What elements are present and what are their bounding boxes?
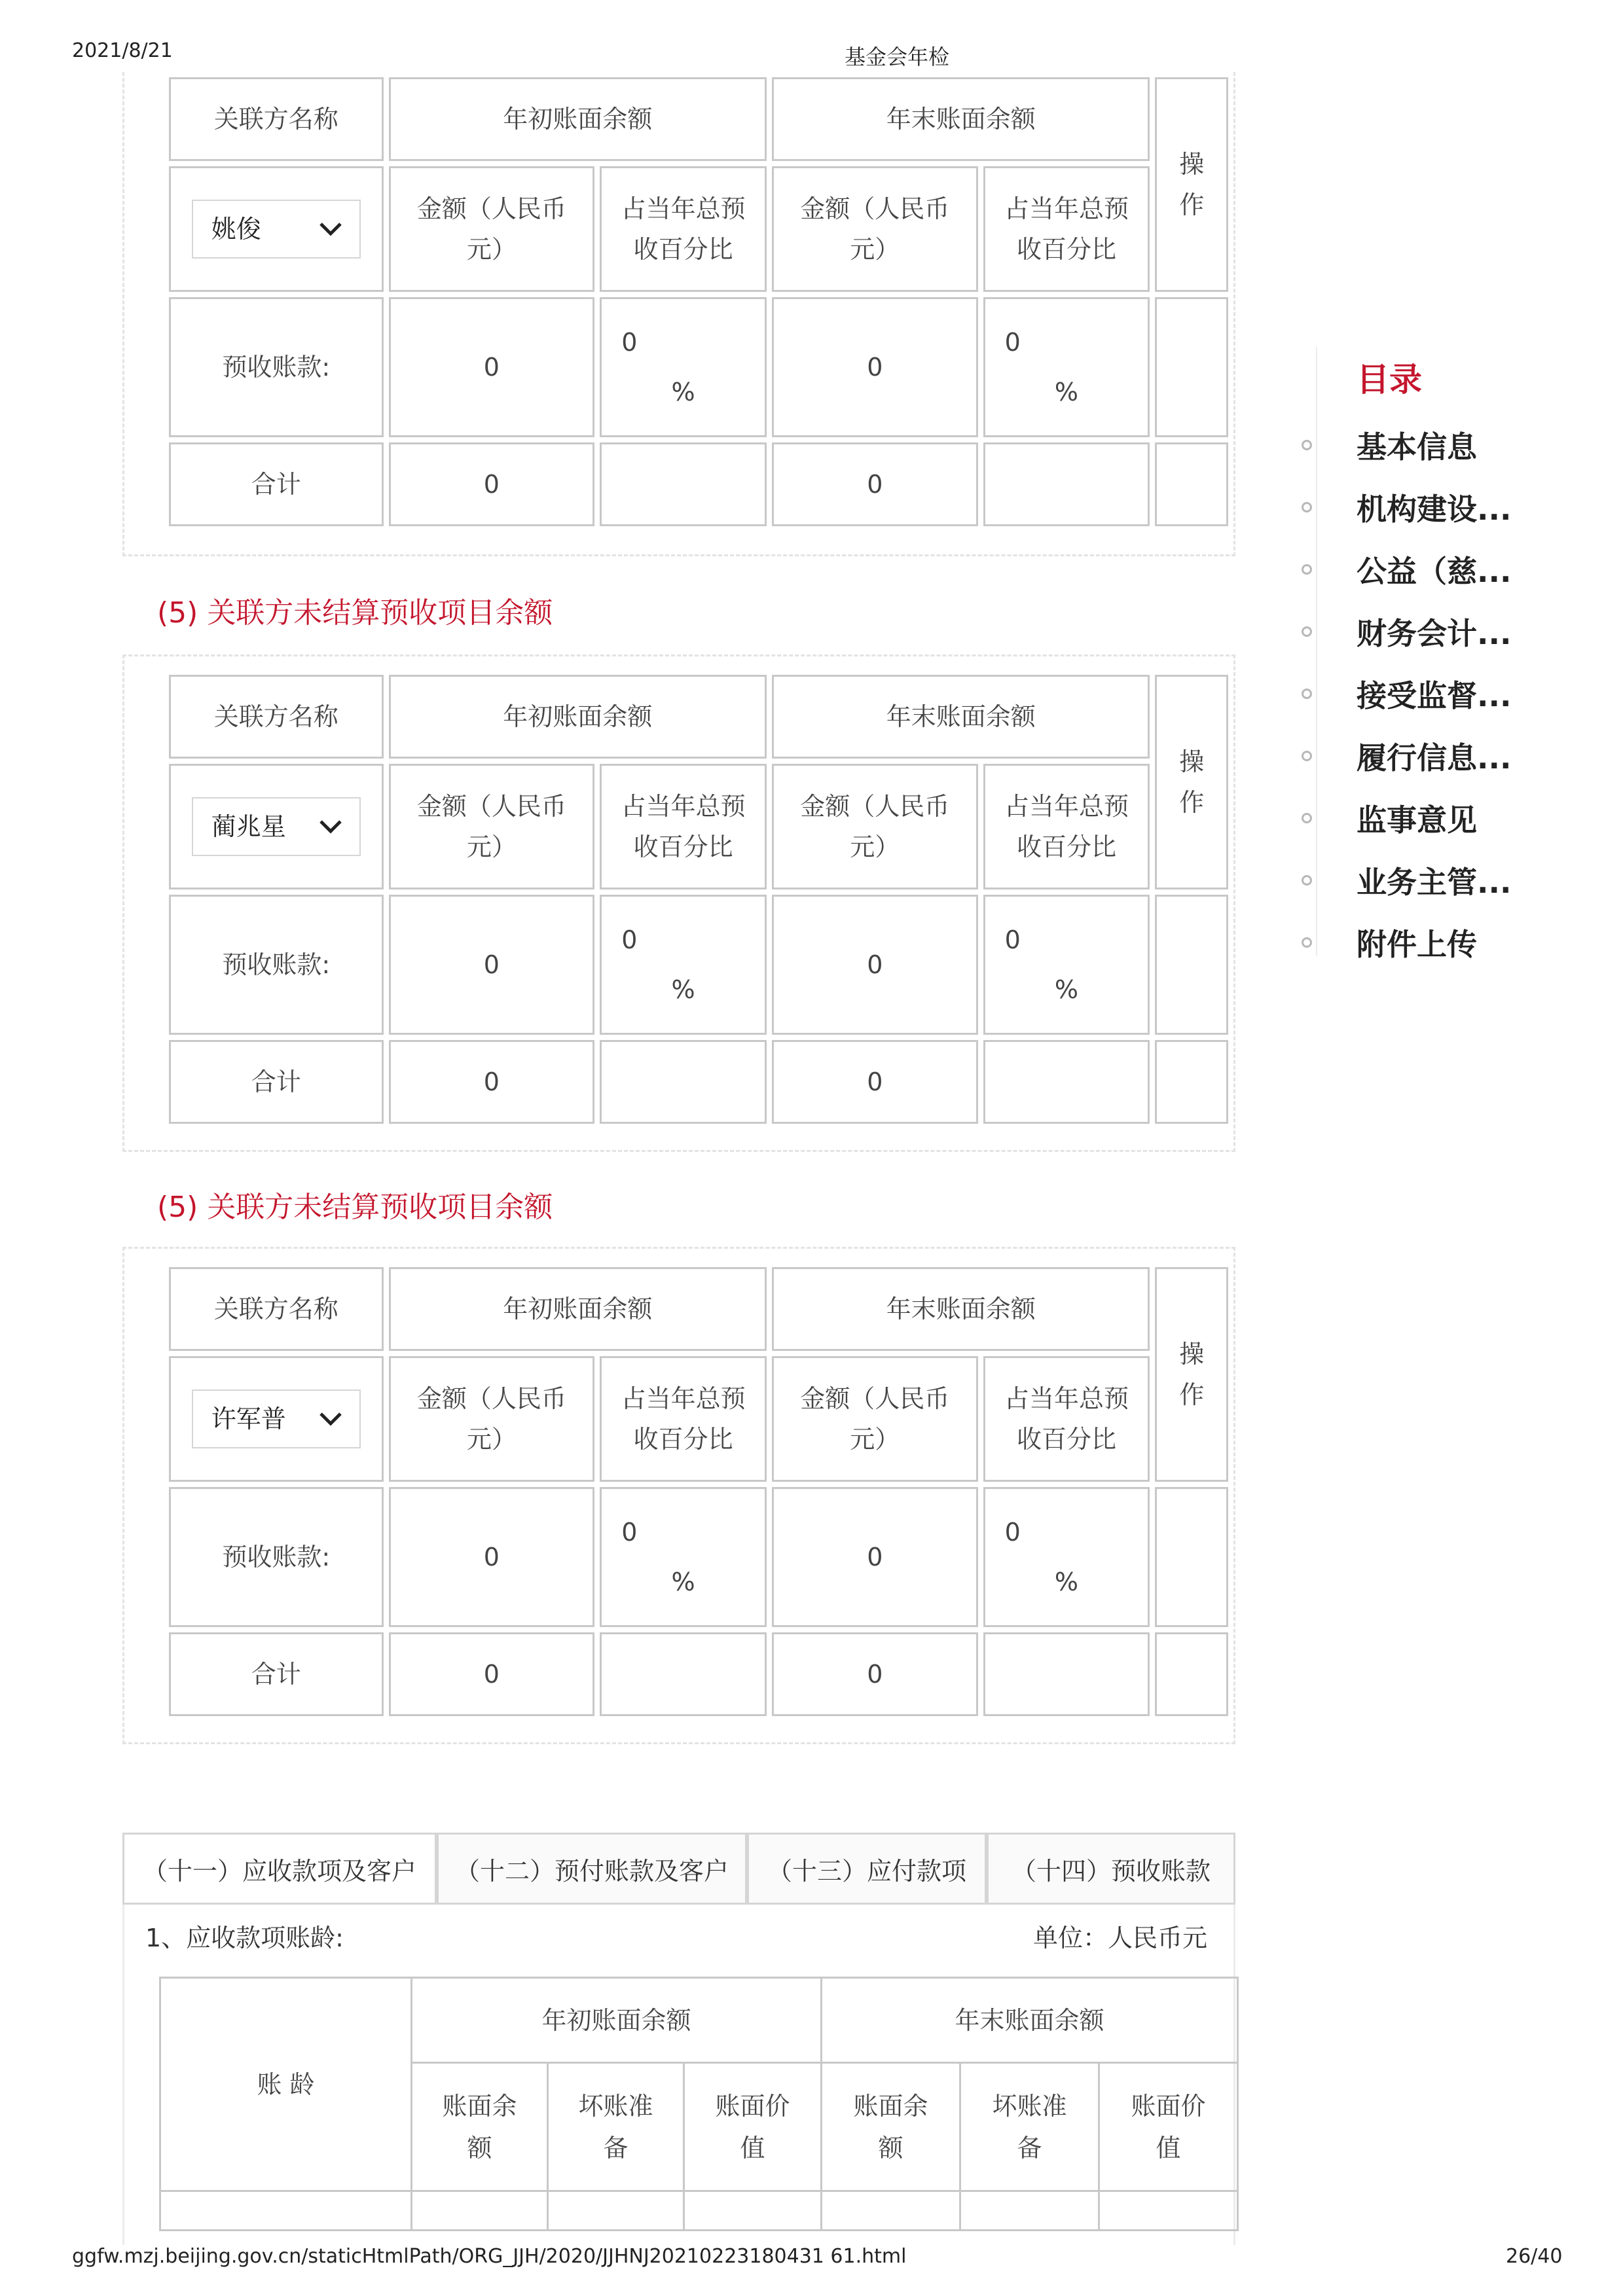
- toc-bullet-icon: [1302, 875, 1312, 886]
- header-operation: [1155, 1267, 1228, 1482]
- toc-bullet-icon: [1302, 689, 1312, 699]
- aging-sub-balance: 账面余 额: [822, 2063, 960, 2191]
- row-label-total: 合计: [169, 442, 384, 526]
- tab-bar: [122, 1833, 1235, 1905]
- header-operation-line2: 作: [1179, 1380, 1205, 1409]
- toc-bullet-icon: [1302, 751, 1312, 761]
- header-operation: [1155, 675, 1228, 889]
- header-operation-line2: 作: [1179, 190, 1205, 219]
- row-label-total: 合计: [169, 1040, 384, 1124]
- header-operation-line1: 操: [1179, 150, 1205, 179]
- toc-item-supervision[interactable]: [1316, 674, 1511, 713]
- total-begin-amount: 0: [389, 1040, 595, 1124]
- toc-bullet-icon: [1302, 564, 1312, 575]
- header-operation-line1: 操: [1179, 1340, 1205, 1369]
- party-select[interactable]: [192, 200, 361, 259]
- header-party-name: 关联方名称: [169, 77, 384, 161]
- party-cell: [169, 1356, 384, 1482]
- toc-item-label: 基本信息: [1357, 429, 1477, 465]
- toc-item-supervisor-opinion[interactable]: [1316, 798, 1477, 838]
- header-begin-amount: 金额（人民币 元）: [389, 1356, 595, 1482]
- toc-item-label: 监事意见: [1357, 802, 1477, 838]
- header-operation: [1155, 77, 1228, 292]
- toc-bullet-icon: [1302, 813, 1312, 823]
- total-end-pct: [983, 1632, 1150, 1716]
- page-header-date: 2021/8/21: [72, 39, 173, 62]
- header-begin-balance: 年初账面余额: [389, 675, 767, 759]
- header-begin-balance: 年初账面余额: [389, 77, 767, 161]
- toc-item-attachments[interactable]: [1316, 923, 1477, 962]
- party-select-value: 许军普: [211, 1405, 286, 1433]
- related-party-block-3: [122, 1247, 1235, 1744]
- header-end-amount: 金额（人民币 元）: [772, 166, 978, 292]
- aging-cell: [960, 2191, 1099, 2231]
- row-label-receivable: 预收账款:: [169, 297, 384, 437]
- receivable-begin-amount: 0: [389, 895, 595, 1035]
- receivable-end-amount: 0: [772, 895, 978, 1035]
- aging-table: [159, 1977, 1239, 2231]
- total-end-amount: 0: [772, 442, 978, 526]
- toc-item-label: 履行信息...: [1357, 740, 1512, 776]
- page-footer-url: ggfw.mzj.beijing.gov.cn/staticHtmlPath/ORG_JJH/2020/JJHNJ20210223180431 61.html: [72, 2245, 907, 2268]
- header-end-balance: 年末账面余额: [772, 1267, 1150, 1351]
- related-party-table-3: [164, 1262, 1233, 1721]
- header-begin-pct: 占当年总预 收百分比: [600, 764, 767, 889]
- page-header-title: 基金会年检: [845, 45, 950, 69]
- row-label-total: 合计: [169, 1632, 384, 1716]
- toc-item-public-welfare[interactable]: [1316, 550, 1511, 589]
- toc-item-label: 机构建设...: [1357, 492, 1512, 527]
- header-begin-balance: 年初账面余额: [389, 1267, 767, 1351]
- toc-item-label: 接受监督...: [1357, 678, 1512, 713]
- section-title-3: (5) 关联方未结算预收项目余额: [157, 1191, 553, 1224]
- total-begin-amount: 0: [389, 442, 595, 526]
- aging-sub-bad-debt: 坏账准 备: [548, 2063, 684, 2191]
- header-begin-amount: 金额（人民币 元）: [389, 764, 595, 889]
- toc-bullet-icon: [1302, 626, 1312, 637]
- party-cell: [169, 166, 384, 292]
- toc-item-label: 财务会计...: [1357, 616, 1512, 651]
- toc-item-label: 附件上传: [1357, 927, 1477, 962]
- header-begin-pct: 占当年总预 收百分比: [600, 1356, 767, 1482]
- toc-item-authority[interactable]: [1316, 861, 1511, 900]
- receivable-operation: [1155, 895, 1228, 1035]
- party-select[interactable]: [192, 797, 361, 856]
- aging-sub-book-value: 账面价 值: [1099, 2063, 1238, 2191]
- tab-prepayments[interactable]: （十二）预付账款及客户: [437, 1833, 747, 1905]
- total-operation: [1155, 1040, 1228, 1124]
- total-operation: [1155, 1632, 1228, 1716]
- header-end-pct: 占当年总预 收百分比: [983, 764, 1150, 889]
- aging-heading: 1、应收款项账龄:: [145, 1924, 344, 1952]
- aging-header-age: 账 龄: [160, 1978, 412, 2191]
- toc-item-label: 业务主管...: [1357, 865, 1512, 900]
- related-party-table-2: [164, 670, 1233, 1129]
- chevron-down-icon: [319, 819, 342, 834]
- total-begin-pct: [600, 1632, 767, 1716]
- toc-title: 目录: [1357, 361, 1422, 399]
- row-label-receivable: 预收账款:: [169, 1487, 384, 1627]
- toc-item-basic-info[interactable]: [1316, 425, 1477, 465]
- tab-receivables[interactable]: （十一）应收款项及客户: [122, 1833, 437, 1905]
- header-end-balance: 年末账面余额: [772, 77, 1150, 161]
- receivable-begin-amount: 0: [389, 1487, 595, 1627]
- party-select-value: 姚俊: [211, 215, 261, 243]
- aging-cell: [822, 2191, 960, 2231]
- header-end-amount: 金额（人民币 元）: [772, 1356, 978, 1482]
- header-end-amount: 金额（人民币 元）: [772, 764, 978, 889]
- header-end-balance: 年末账面余额: [772, 675, 1150, 759]
- chevron-down-icon: [319, 1412, 342, 1426]
- aging-sub-book-value: 账面价 值: [684, 2063, 822, 2191]
- receivable-begin-pct: 0 %: [600, 1487, 767, 1627]
- aging-unit: 单位：人民币元: [1033, 1924, 1208, 1952]
- section-title-2: (5) 关联方未结算预收项目余额: [157, 596, 553, 630]
- total-end-pct: [983, 442, 1150, 526]
- header-end-pct: 占当年总预 收百分比: [983, 166, 1150, 292]
- receivable-end-pct: 0 %: [983, 1487, 1150, 1627]
- aging-cell: [1099, 2191, 1238, 2231]
- party-select[interactable]: [192, 1390, 361, 1448]
- header-operation-line2: 作: [1179, 788, 1205, 817]
- aging-cell: [412, 2191, 548, 2231]
- toc-item-disclosure[interactable]: [1316, 736, 1511, 776]
- related-party-table-1: [164, 72, 1233, 531]
- toc-bullet-icon: [1302, 937, 1312, 948]
- toc-bullet-icon: [1302, 502, 1312, 512]
- related-party-block-2: [122, 655, 1235, 1152]
- toc-item-organization[interactable]: [1316, 488, 1511, 527]
- receivable-operation: [1155, 1487, 1228, 1627]
- receivable-begin-pct: 0 %: [600, 297, 767, 437]
- aging-header-begin: 年初账面余额: [412, 1978, 822, 2063]
- receivable-end-pct: 0 %: [983, 895, 1150, 1035]
- receivable-end-pct: 0 %: [983, 297, 1150, 437]
- tab-payables[interactable]: （十三）应付款项: [747, 1833, 987, 1905]
- total-end-pct: [983, 1040, 1150, 1124]
- party-select-value: 蔺兆星: [211, 812, 286, 841]
- receivable-begin-pct: 0 %: [600, 895, 767, 1035]
- total-begin-pct: [600, 442, 767, 526]
- aging-cell: [684, 2191, 822, 2231]
- receivable-begin-amount: 0: [389, 297, 595, 437]
- aging-sub-bad-debt: 坏账准 备: [960, 2063, 1099, 2191]
- chevron-down-icon: [319, 222, 342, 236]
- aging-cell: [548, 2191, 684, 2231]
- tab-advance-receipts[interactable]: （十四）预收账款: [987, 1833, 1235, 1905]
- total-operation: [1155, 442, 1228, 526]
- total-end-amount: 0: [772, 1632, 978, 1716]
- header-party-name: 关联方名称: [169, 675, 384, 759]
- receivable-operation: [1155, 297, 1228, 437]
- aging-header-end: 年末账面余额: [822, 1978, 1238, 2063]
- aging-sub-balance: 账面余 额: [412, 2063, 548, 2191]
- aging-cell: [160, 2191, 412, 2231]
- row-label-receivable: 预收账款:: [169, 895, 384, 1035]
- receivable-end-amount: 0: [772, 297, 978, 437]
- receivable-end-amount: 0: [772, 1487, 978, 1627]
- toc-item-label: 公益（慈...: [1357, 554, 1512, 589]
- total-begin-pct: [600, 1040, 767, 1124]
- total-begin-amount: 0: [389, 1632, 595, 1716]
- toc-bullet-icon: [1302, 440, 1312, 450]
- party-cell: [169, 764, 384, 889]
- total-end-amount: 0: [772, 1040, 978, 1124]
- header-operation-line1: 操: [1179, 747, 1205, 776]
- related-party-block-1: [122, 72, 1235, 556]
- toc-item-accounting[interactable]: [1316, 612, 1511, 651]
- header-party-name: 关联方名称: [169, 1267, 384, 1351]
- header-begin-pct: 占当年总预 收百分比: [600, 166, 767, 292]
- page-footer-page: 26/40: [1506, 2245, 1563, 2268]
- header-end-pct: 占当年总预 收百分比: [983, 1356, 1150, 1482]
- header-begin-amount: 金额（人民币 元）: [389, 166, 595, 292]
